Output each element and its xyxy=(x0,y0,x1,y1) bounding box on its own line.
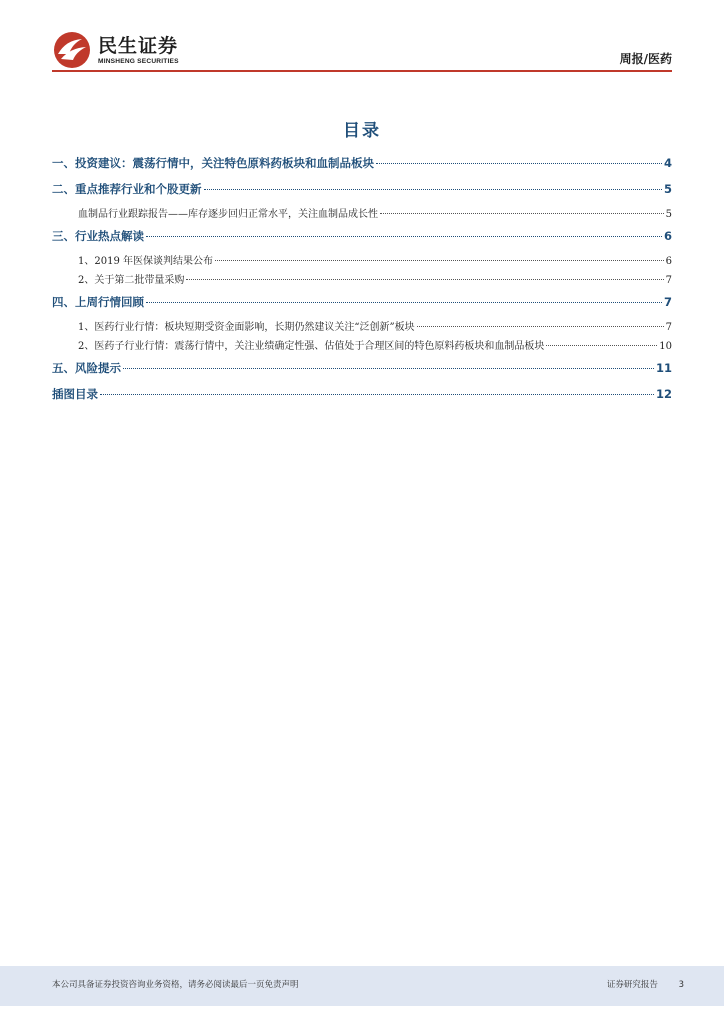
minsheng-logo-icon xyxy=(52,30,92,70)
toc-entry-level1[interactable] xyxy=(52,181,672,203)
toc-dot-leader xyxy=(100,394,654,395)
toc-title: 目录 xyxy=(343,121,381,141)
toc-page-number: 5 xyxy=(663,182,672,196)
report-type-label: 周报/医药 xyxy=(619,52,672,66)
toc-entry-level1[interactable] xyxy=(52,386,672,408)
toc-entry-level2[interactable] xyxy=(52,337,672,356)
toc-dot-leader xyxy=(123,368,654,369)
toc-entry-text: 一、投资建议：震荡行情中，关注特色原料药板块和血制品板块 xyxy=(52,156,374,170)
toc-entry-level2[interactable] xyxy=(52,318,672,337)
footer-disclaimer: 本公司具备证券投资咨询业务资格，请务必阅读最后一页免责声明 xyxy=(52,980,299,990)
toc-entry-text: 二、重点推荐行业和个股更新 xyxy=(52,182,202,196)
toc-entry-text: 五、风险提示 xyxy=(52,361,121,375)
toc-dot-leader xyxy=(380,213,664,214)
toc-page-number: 7 xyxy=(665,322,672,333)
toc-entry-text: 2、关于第二批带量采购 xyxy=(78,275,185,286)
toc-entry-text: 1、2019 年医保谈判结果公布 xyxy=(78,256,213,267)
toc-page-number: 5 xyxy=(665,209,672,220)
toc-entry-text: 1、医药行业行情：板块短期受资金面影响，长期仍然建议关注“泛创新”板块 xyxy=(78,322,415,333)
page-header xyxy=(0,0,724,80)
toc-dot-leader xyxy=(376,163,662,164)
toc-page-number: 6 xyxy=(663,229,672,243)
toc-page-number: 7 xyxy=(663,295,672,309)
company-logo xyxy=(52,30,179,70)
toc-entry-level1[interactable] xyxy=(52,228,672,250)
toc-page-number: 6 xyxy=(665,256,672,267)
toc-dot-leader xyxy=(546,345,657,346)
footer-page-number: 3 xyxy=(678,980,684,990)
logo-wordmark xyxy=(98,35,179,66)
toc-entry-text: 血制品行业跟踪报告——库存逐步回归正常水平，关注血制品成长性 xyxy=(78,209,378,220)
toc-dot-leader xyxy=(146,302,662,303)
toc-entry-level1[interactable] xyxy=(52,155,672,177)
toc-entry-level2[interactable] xyxy=(52,205,672,224)
toc-entry-level2[interactable] xyxy=(52,252,672,271)
toc-page-number: 4 xyxy=(663,156,672,170)
toc-dot-leader xyxy=(186,279,663,280)
toc-page-number: 11 xyxy=(655,361,672,375)
toc-entry-level1[interactable] xyxy=(52,294,672,316)
toc-dot-leader xyxy=(204,189,662,190)
toc-entry-text: 四、上周行情回顾 xyxy=(52,295,144,309)
page-footer xyxy=(0,966,724,1006)
logo-chinese-name: 民生证券 xyxy=(98,34,179,57)
toc-dot-leader xyxy=(417,326,664,327)
toc-entry-text: 三、行业热点解读 xyxy=(52,229,144,243)
footer-doc-type: 证券研究报告 xyxy=(606,980,658,990)
toc-entry-text: 插图目录 xyxy=(52,387,98,401)
footer-meta xyxy=(589,978,684,990)
toc-entry-text: 2、医药子行业行情：震荡行情中，关注业绩确定性强、估值处于合理区间的特色原料药板块和血制品板块 xyxy=(78,341,545,352)
toc-page-number: 10 xyxy=(659,341,672,352)
toc-entry-level2[interactable] xyxy=(52,271,672,290)
toc-entry-level1[interactable] xyxy=(52,360,672,382)
toc-dot-leader xyxy=(146,236,662,237)
table-of-contents xyxy=(52,155,672,408)
logo-english-name: MINSHENG SECURITIES xyxy=(98,57,179,65)
toc-page-number: 12 xyxy=(655,387,672,401)
toc-page-number: 7 xyxy=(665,275,672,286)
toc-dot-leader xyxy=(215,260,664,261)
header-divider xyxy=(52,70,672,72)
